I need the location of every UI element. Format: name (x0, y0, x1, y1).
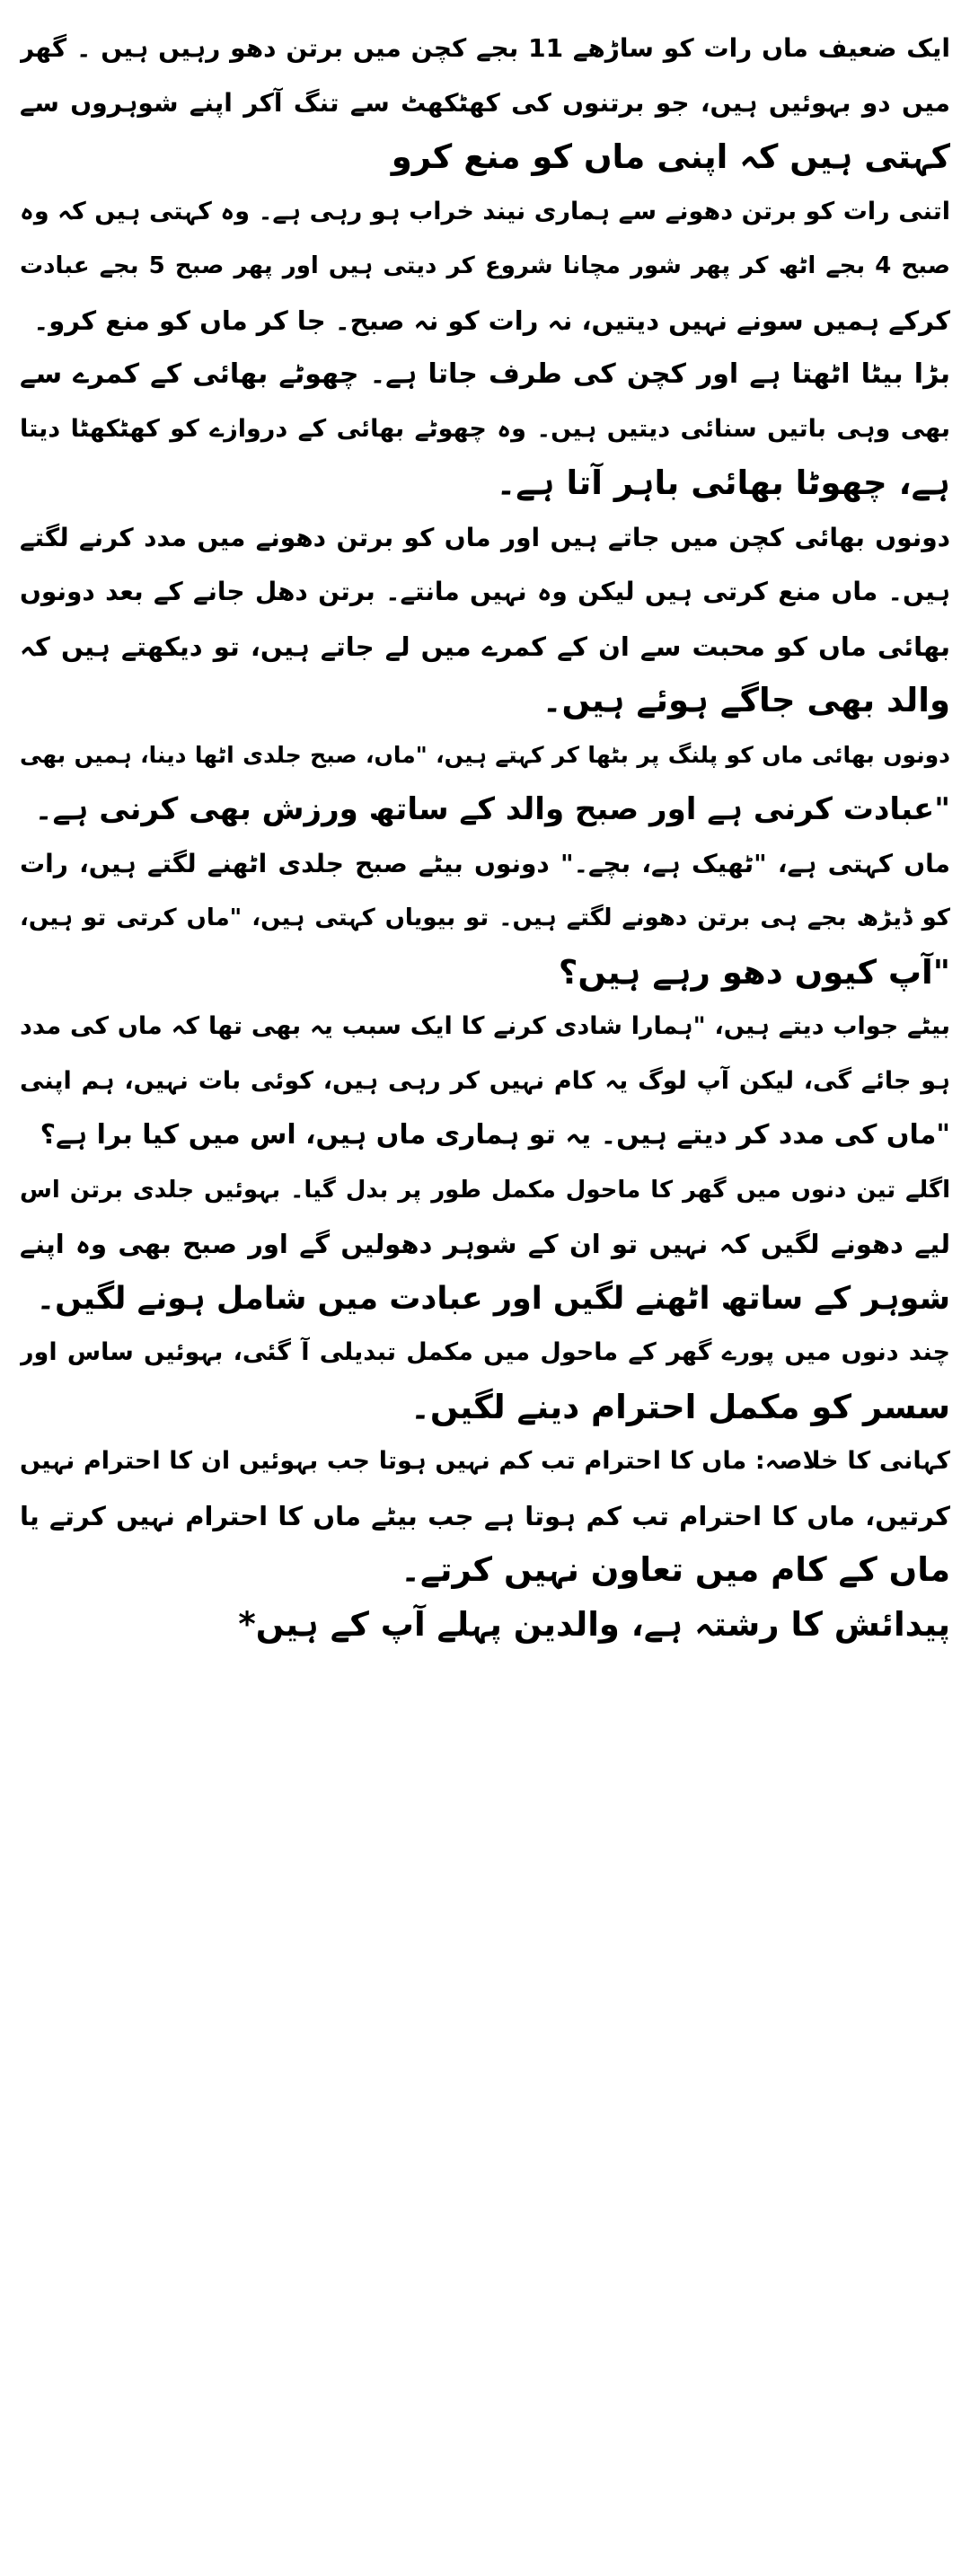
story-line: "آپ کیوں دھو رہے ہیں؟ (558, 952, 950, 992)
story-line: کرتیں، ماں کا احترام تب کم ہوتا ہے جب بیٹے ماں کا احترام نہیں کرتے یا (20, 1500, 950, 1531)
story-line: بھی وہی باتیں سنائی دیتیں ہیں۔ وہ چھوٹے بھائی کے دروازے کو کھٹکھٹا دیتا (20, 414, 950, 443)
story-line: چند دنوں میں پورے گھر کے ماحول میں مکمل تبدیلی آ گئی، بہوئیں ساس اور (20, 1338, 950, 1366)
story-line: کو ڈیڑھ بجے ہی برتن دھونے لگتے ہیں۔ تو بیویاں کہتی ہیں، "ماں کرتی تو ہیں، (20, 904, 950, 931)
story-line: میں دو بہوئیں ہیں، جو برتنوں کی کھٹکھٹ سے تنگ آکر اپنے شوہروں سے (20, 87, 950, 118)
story-line: "ماں کی مدد کر دیتے ہیں۔ یہ تو ہماری ماں ہیں، اس میں کیا برا ہے؟ (40, 1119, 950, 1151)
story-line: ہو جائے گی، لیکن آپ لوگ یہ کام نہیں کر رہی ہیں، کوئی بات نہیں، ہم اپنی (20, 1066, 950, 1095)
story-line: کہانی کا خلاصہ: ماں کا احترام تب کم نہیں ہوتا جب بہوئیں ان کا احترام نہیں (20, 1447, 950, 1475)
story-line: "عبادت کرنی ہے اور صبح والد کے ساتھ ورزش بھی کرنی ہے۔ (34, 791, 950, 827)
story-line: بھائی ماں کو محبت سے ان کے کمرے میں لے جاتے ہیں، تو دیکھتے ہیں کہ (20, 631, 950, 662)
story-line: کرکے ہمیں سونے نہیں دیتیں، نہ رات کو نہ صبح۔ جا کر ماں کو منع کرو۔ (33, 304, 950, 336)
story-line: پیدائش کا رشتہ ہے، والدین پہلے آپ کے ہیں* (238, 1604, 950, 1644)
story-line: لیے دھونے لگیں کہ نہیں تو ان کے شوہر دھولیں گے اور صبح بھی وہ اپنے (20, 1229, 950, 1259)
story-line: ماں کہتی ہے، "ٹھیک ہے، بچے۔" دونوں بیٹے صبح جلدی اٹھنے لگتے ہیں، رات (20, 848, 950, 878)
story-line: ہے، چھوٹا بھائی باہر آتا ہے۔ (496, 463, 950, 502)
story-line: شوہر کے ساتھ اٹھنے لگیں اور عبادت میں شامل ہونے لگیں۔ (36, 1280, 950, 1317)
story-line: سسر کو مکمل احترام دینے لگیں۔ (410, 1387, 950, 1426)
story-line: دونوں بھائی کچن میں جاتے ہیں اور ماں کو برتن دھونے میں مدد کرنے لگتے (20, 522, 950, 552)
story-line: دونوں بھائی ماں کو پلنگ پر بٹھا کر کہتے ہیں، "ماں، صبح جلدی اٹھا دینا، ہمیں بھی (20, 741, 950, 768)
story-line: کہتی ہیں کہ اپنی ماں کو منع کرو (391, 137, 950, 176)
story-line: ایک ضعیف ماں رات کو ساڑھے 11 بجے کچن میں برتن دھو رہیں ہیں ۔ گھر (20, 33, 950, 63)
story-line: ماں کے کام میں تعاون نہیں کرتے۔ (401, 1550, 950, 1589)
story-line: ہیں۔ ماں منع کرتی ہیں لیکن وہ نہیں مانتے۔ برتن دھل جانے کے بعد دونوں (20, 577, 950, 606)
story-line: بیٹے جواب دیتے ہیں، "ہمارا شادی کرنے کا ایک سبب یہ بھی تھا کہ ماں کی مدد (20, 1012, 950, 1040)
story-line: اگلے تین دنوں میں گھر کا ماحول مکمل طور پر بدل گیا۔ بہوئیں جلدی برتن اس (20, 1176, 950, 1204)
story-line: والد بھی جاگے ہوئے ہیں۔ (542, 681, 950, 719)
story-line: اتنی رات کو برتن دھونے سے ہماری نیند خراب ہو رہی ہے۔ وہ کہتی ہیں کہ وہ (20, 197, 950, 225)
story-line: بڑا بیٹا اٹھتا ہے اور کچن کی طرف جاتا ہے۔ چھوٹے بھائی کے کمرے سے (20, 358, 950, 390)
story-line: صبح 4 بجے اٹھ کر پھر شور مچانا شروع کر دیتی ہیں اور پھر صبح 5 بجے عبادت (20, 252, 950, 279)
